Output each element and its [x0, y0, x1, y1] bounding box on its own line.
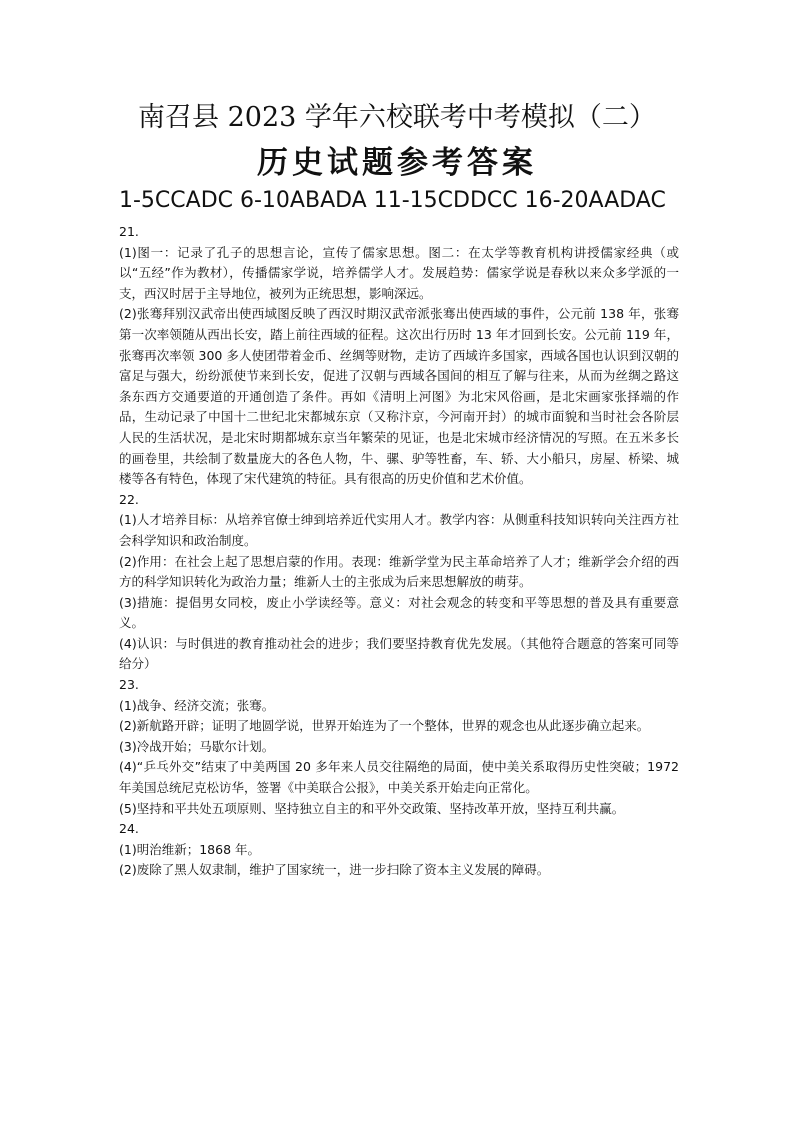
- answer-paragraph: (2)废除了黑人奴隶制，维护了国家统一，进一步扫除了资本主义发展的障碍。: [119, 862, 550, 878]
- answer-paragraph: (2)作用：在社会上起了思想启蒙的作用。表现：维新学堂为民主革命培养了人才；维新学会介绍的西方的科学知识转化为政治力量；维新人士的主张成为后来思想解放的萌芽。: [119, 553, 679, 590]
- answer-paragraph: (3)冷战开始；马歇尔计划。: [119, 738, 275, 754]
- answer-paragraph: (3)措施：提倡男女同校，废止小学读经等。意义：对社会观念的转变和平等思想的普及具有重要意义。: [119, 594, 679, 631]
- multiple-choice-answers: 1-5CCADC 6-10ABADA 11-15CDDCC 16-20AADAC: [119, 188, 666, 213]
- answer-paragraph: (1)战争、经济交流；张骞。: [119, 697, 275, 713]
- answer-paragraph: (2)新航路开辟；证明了地圆学说，世界开始连为了一个整体，世界的观念也从此逐步确立起来。: [119, 718, 650, 734]
- answer-paragraph: (1)图一：记录了孔子的思想言论，宣传了儒家思想。图二：在太学等教育机构讲授儒家经典（或以“五经”作为教材），传播儒家学说，培养儒学人才。发展趋势：儒家学说是春秋以来众多学派的一支，西汉时居于主导地位，被列为正统思想，影响深远。: [119, 244, 679, 301]
- answer-paragraph: (1)人才培养目标：从培养官僚士绅到培养近代实用人才。教学内容：从侧重科技知识转向关注西方社会科学知识和政治制度。: [119, 512, 679, 548]
- answer-paragraph: (1)明治维新；1868 年。: [119, 841, 260, 857]
- page-subtitle: 历史试题参考答案: [257, 145, 537, 181]
- question-number: 23.: [119, 677, 139, 693]
- question-number: 21.: [119, 224, 139, 239]
- answer-paragraph: (2)张骞拜别汉武帝出使西域图反映了西汉时期汉武帝派张骞出使西域的事件，公元前 138 年，张骞第一次率领随从西出长安，踏上前往西域的征程。这次出行历时 13 年才回到长安。公元前 119 年，张骞再次率领 300 多人使团带着金币、丝绸等财物，走访了西域许多国家，西域各国也认识到汉朝的富足与强大，纷纷派使节来到长安，促进了汉朝与西域各国间的相互了解与往来，从而为丝绸之路这条东西方交通要道的开通创造了条件。再如《清明上河图》为北宋风俗画，是北宋画家张择端的作品，生动记录了中国十二世纪北宋都城东京（又称汴京，今河南开封）的城市面貌和当时社会各阶层人民的生活状况，是北宋时期都城东京当年繁荣的见证，也是北宋城市经济情况的写照。在五米多长的画卷里，共绘制了数量庞大的各色人物，牛、骡、驴等牲畜，车、轿、大小船只，房屋、桥梁、城楼等各有特色，体现了宋代建筑的特征。具有很高的历史价值和艺术价值。: [119, 306, 679, 487]
- answer-paragraph: (4)“乒乓外交”结束了中美两国 20 多年来人员交往隔绝的局面，使中美关系取得历史性突破；1972 年美国总统尼克松访华，签署《中美联合公报》，中美关系开始走向正常化。: [119, 759, 679, 796]
- answer-paragraph: (5)坚持和平共处五项原则、坚持独立自主的和平外交政策、坚持改革开放，坚持互利共赢。: [119, 800, 625, 816]
- answer-content: [119, 222, 679, 881]
- answer-paragraph: (4)认识：与时俱进的教育推动社会的进步；我们要坚持教育优先发展。（其他符合题意的答案可同等给分）: [119, 635, 679, 672]
- question-number: 22.: [119, 491, 139, 507]
- page-title: 南召县 2023 学年六校联考中考模拟（二）: [138, 102, 656, 133]
- question-number: 24.: [119, 821, 139, 837]
